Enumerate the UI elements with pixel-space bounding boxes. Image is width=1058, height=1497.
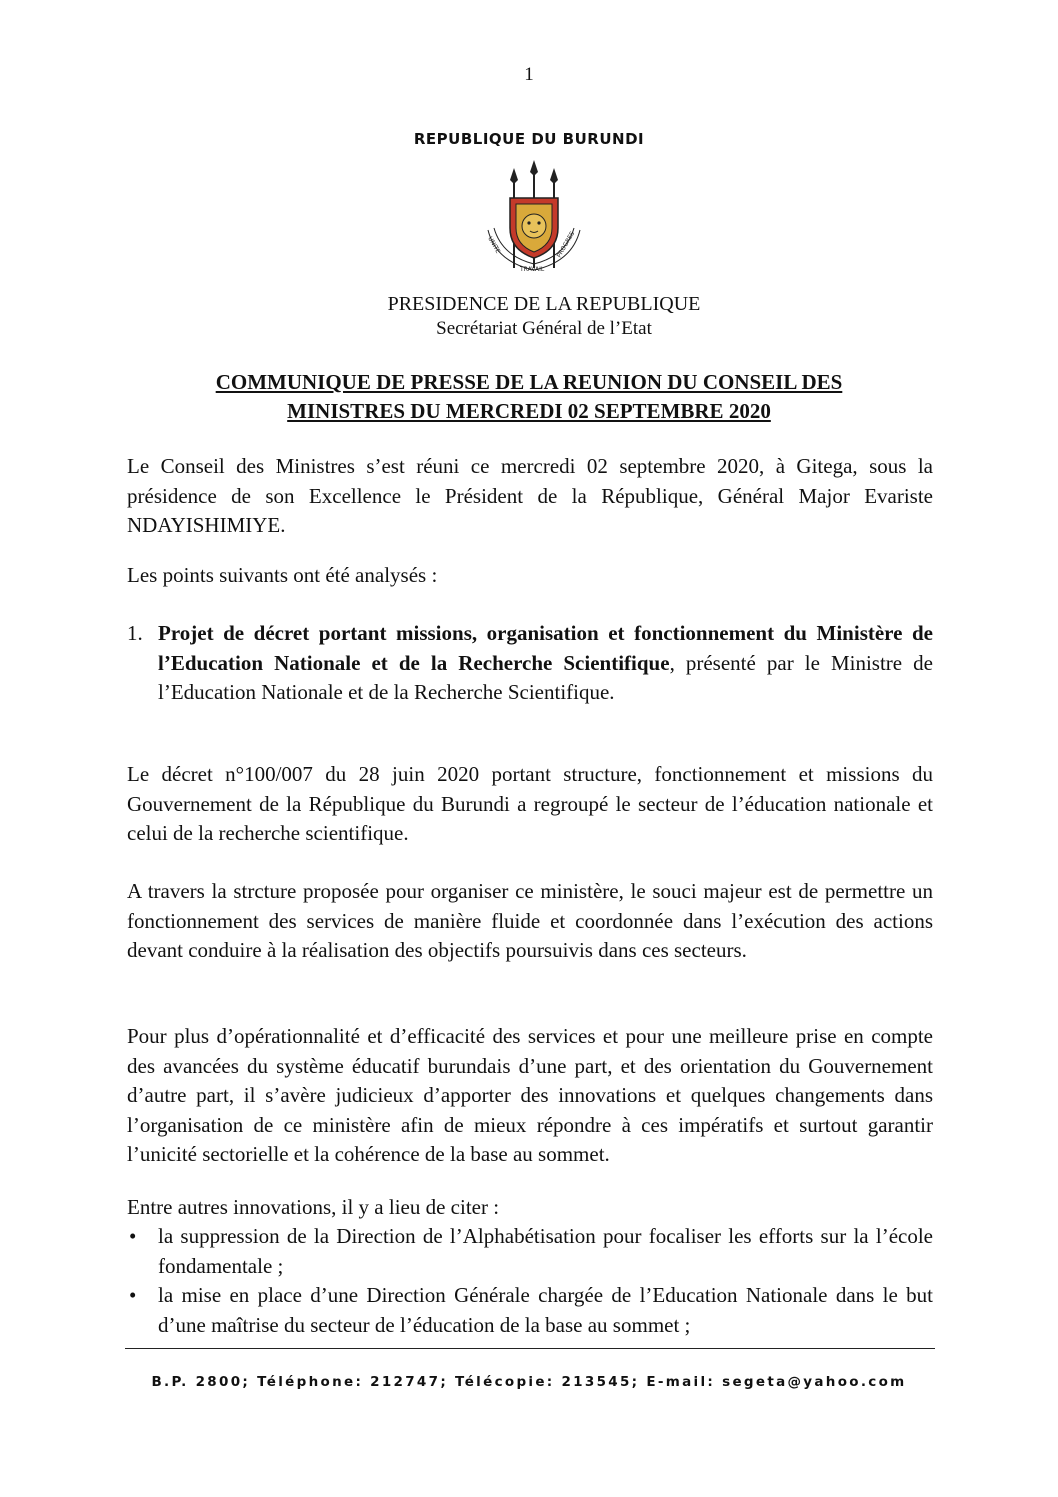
points-intro: Les points suivants ont été analysés : — [127, 563, 438, 587]
agenda-item-1 — [127, 619, 933, 708]
page-number: 1 — [524, 64, 534, 85]
footer-divider — [125, 1348, 935, 1349]
footer-contact: B.P. 2800; Téléphone: 212747; Télécopie: 213545; E-mail: segeta@yahoo.com — [151, 1374, 907, 1390]
innovations-intro: Entre autres innovations, il y a lieu de citer : — [127, 1195, 500, 1219]
paragraph-innovations: Pour plus d’opérationnalité et d’efficacité des services et pour une meilleure prise en compte des avancées du système éducatif burundais d’une part, et des orientation du Gouvernement d’autre part, il s’avère judicieux d’apporter des innovations et quelques changements dans l’organisation de ce ministère afin de mieux répondre à ces impératifs et surtout garantir l’unicité sectorielle et la cohérence de la base au sommet. — [127, 1024, 933, 1166]
document-title — [125, 368, 933, 426]
paragraph-decree: Le décret n°100/007 du 28 juin 2020 portant structure, fonctionnement et missions du Gouvernement de la République du Burundi a regroupé le secteur de l’éducation nationale et celui de la recherche scientifique. — [127, 762, 933, 845]
title-line-1: COMMUNIQUE DE PRESSE DE LA REUNION DU CONSEIL DES — [215, 370, 843, 394]
motto-progres: PROGRES — [555, 230, 577, 259]
motto-travail: TRAVAIL — [520, 266, 545, 273]
bullet-icon: • — [129, 1224, 137, 1248]
item-title: Projet de décret portant missions, organisation et fonctionnement du Ministère de l’Education Nationale et de la Recherche Scientifique — [158, 621, 933, 675]
republic-heading: REPUBLIQUE DU BURUNDI — [413, 130, 645, 148]
bullet-icon: • — [129, 1283, 137, 1307]
motto-unite: UNITE — [486, 235, 502, 255]
burundi-coat-of-arms-icon — [474, 158, 594, 278]
list-item: • la mise en place d’une Direction Générale chargée de l’Education Nationale dans le but d’une maîtrise du secteur de l’éducation de la base au sommet ; — [129, 1283, 933, 1337]
list-item: • la suppression de la Direction de l’Alphabétisation pour focaliser les efforts sur la l’école fondamentale ; — [129, 1224, 933, 1278]
innovations-list — [127, 1222, 933, 1340]
item-number: 1. — [127, 621, 143, 645]
paragraph-structure: A travers la strcture proposée pour organiser ce ministère, le souci majeur est de permettre un fonctionnement des services de manière fluide et coordonnée dans l’exécution des actions devant conduire à la réalisation des objectifs poursuivis dans ces secteurs. — [127, 879, 933, 962]
item-presenter: , présenté par le Ministre de l’Education Nationale et de la Recherche Scientifique. — [158, 650, 933, 704]
title-line-2: MINISTRES DU MERCREDI 02 SEPTEMBRE 2020 — [287, 399, 771, 423]
secretariat-heading: Secrétariat Général de l’Etat — [436, 318, 652, 339]
intro-paragraph: Le Conseil des Ministres s’est réuni ce mercredi 02 septembre 2020, à Gitega, sous la présidence de son Excellence le Président de la République, Général Major Evariste NDAYISHIMIYE. — [127, 454, 933, 537]
presidence-heading: PRESIDENCE DE LA REPUBLIQUE — [387, 293, 701, 315]
